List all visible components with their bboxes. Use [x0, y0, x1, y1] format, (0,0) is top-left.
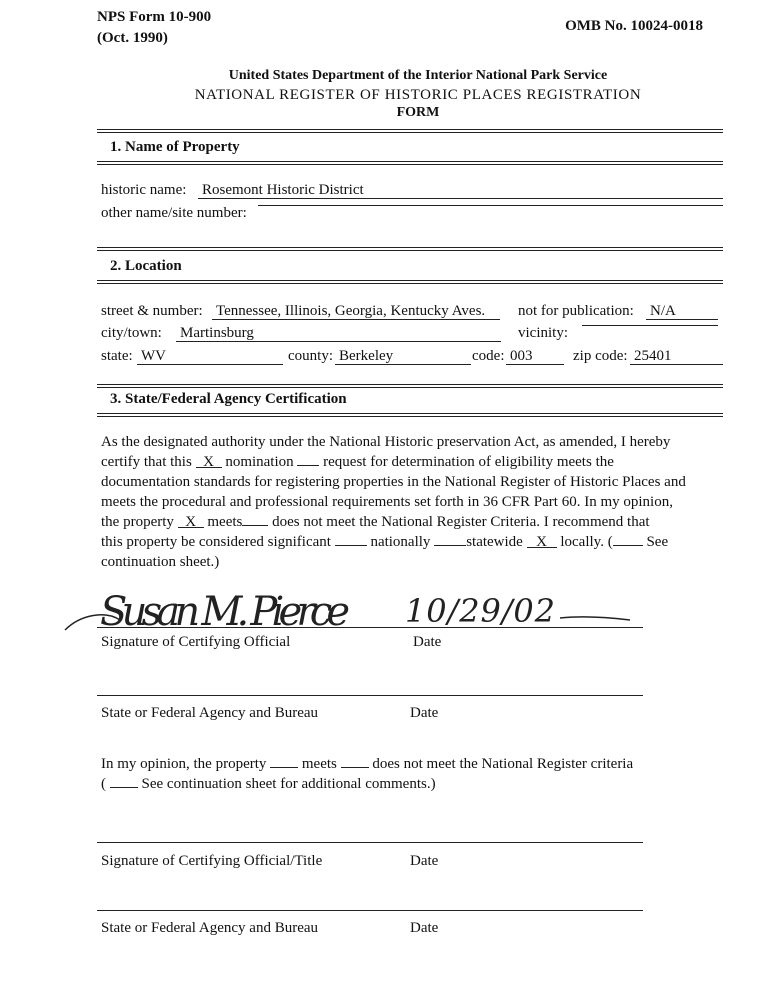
opinion-line-1	[101, 754, 633, 774]
historic-name-field[interactable]	[198, 182, 723, 199]
opinion-text: In my opinion, the property	[101, 756, 267, 772]
cert-line-7: continuation sheet.)	[101, 554, 220, 570]
cert-text: statewide	[466, 534, 523, 550]
city-field[interactable]: Martinsburg	[176, 325, 501, 342]
request-checkbox[interactable]	[297, 453, 319, 466]
double-rule	[97, 129, 723, 133]
date-label: Date	[410, 853, 439, 869]
historic-name-value: Rosemont Historic District	[202, 182, 364, 198]
cert-line-5	[101, 512, 650, 532]
statewide-checkbox[interactable]	[434, 533, 466, 546]
opinion-text: does not meet the National Register criteria	[372, 756, 634, 772]
form-number: NPS Form 10-900	[97, 9, 212, 25]
agency-label: State or Federal Agency and Bureau	[101, 705, 319, 721]
cert-text: certify that this	[101, 454, 192, 470]
cert-text: request for determination of eligibility meets the	[323, 454, 614, 470]
section-1-heading: 1. Name of Property	[110, 139, 240, 155]
cert-text: this property be considered significant	[101, 534, 331, 550]
county-field[interactable]: Berkeley	[335, 348, 471, 365]
cert-line-6	[101, 532, 668, 552]
historic-name-label: historic name:	[101, 182, 187, 198]
date-label: Date	[413, 634, 442, 650]
agency-line	[97, 695, 643, 696]
meets-checkbox[interactable]: X	[178, 515, 204, 528]
double-rule	[97, 413, 723, 417]
cert-line-2	[101, 452, 614, 472]
street-field[interactable]: Tennessee, Illinois, Georgia, Kentucky Aves.	[212, 303, 500, 320]
nfp-label: not for publication:	[518, 303, 634, 319]
form-date: (Oct. 1990)	[97, 30, 168, 46]
state-label: state:	[101, 348, 133, 364]
cert-line-3: documentation standards for registering properties in the National Register of Historic Places and	[101, 474, 686, 490]
city-label: city/town:	[101, 325, 162, 341]
cert-text: locally. (	[560, 534, 613, 550]
opinion-line-2	[101, 774, 436, 794]
cert-text: nomination	[225, 454, 294, 470]
street-label: street & number:	[101, 303, 203, 319]
agency-line-2	[97, 910, 643, 911]
cert-text: meets	[207, 514, 243, 530]
signature-line	[97, 627, 643, 628]
section-2-heading: 2. Location	[110, 258, 182, 274]
signature-name: Susan M. Pierce	[100, 589, 350, 635]
cert-line-1: As the designated authority under the National Historic preservation Act, as amended, I hereby	[101, 434, 671, 450]
opinion-text: See continuation sheet for additional comments.)	[141, 776, 436, 792]
cert-line-4: meets the procedural and professional requirements set forth in 36 CFR Part 60. In my opinion,	[101, 494, 673, 510]
cert-text: nationally	[370, 534, 431, 550]
zip-field[interactable]: 25401	[630, 348, 723, 365]
omb-number: OMB No. 10024-0018	[565, 18, 703, 34]
other-name-field[interactable]	[258, 205, 723, 206]
double-rule	[97, 247, 723, 251]
section-3-heading: 3. State/Federal Agency Certification	[110, 391, 347, 407]
department-heading: United States Department of the Interior National Park Service	[228, 68, 608, 83]
double-rule	[97, 384, 723, 388]
opinion-text: (	[101, 776, 106, 792]
agency-label-2: State or Federal Agency and Bureau	[101, 920, 319, 936]
other-name-label: other name/site number:	[101, 205, 247, 221]
form-title-line2: FORM	[396, 105, 440, 120]
continuation-checkbox[interactable]	[613, 533, 643, 546]
signature-label: Signature of Certifying Official	[101, 634, 291, 650]
locally-checkbox[interactable]: X	[527, 535, 557, 548]
double-rule	[97, 161, 723, 165]
opinion-continuation-checkbox[interactable]	[110, 775, 138, 788]
signature-line-2	[97, 842, 643, 843]
code-field[interactable]: 003	[506, 348, 564, 365]
signature-date: 10/29/02	[405, 592, 555, 630]
does-not-meet-checkbox[interactable]	[242, 513, 268, 526]
state-field[interactable]: WV	[137, 348, 283, 365]
cert-text: the property	[101, 514, 174, 530]
date-flourish	[560, 617, 630, 620]
county-label: county:	[288, 348, 333, 364]
date-label: Date	[410, 920, 439, 936]
double-rule	[97, 280, 723, 284]
opinion-text: meets	[301, 756, 337, 772]
nationally-checkbox[interactable]	[335, 533, 367, 546]
date-label: Date	[410, 705, 439, 721]
opinion-does-not-meet-checkbox[interactable]	[341, 755, 369, 768]
nfp-field[interactable]: N/A	[646, 303, 718, 320]
cert-text: See	[646, 534, 669, 550]
nomination-checkbox[interactable]: X	[196, 455, 222, 468]
cert-text: does not meet the National Register Criteria. I recommend that	[272, 514, 650, 530]
signature-title-label: Signature of Certifying Official/Title	[101, 853, 323, 869]
vicinity-label: vicinity:	[518, 325, 568, 341]
opinion-meets-checkbox[interactable]	[270, 755, 298, 768]
zip-label: zip code:	[573, 348, 628, 364]
vicinity-field[interactable]	[582, 325, 718, 326]
form-title: NATIONAL REGISTER OF HISTORIC PLACES REGISTRATION	[194, 87, 642, 103]
code-label: code:	[472, 348, 505, 364]
